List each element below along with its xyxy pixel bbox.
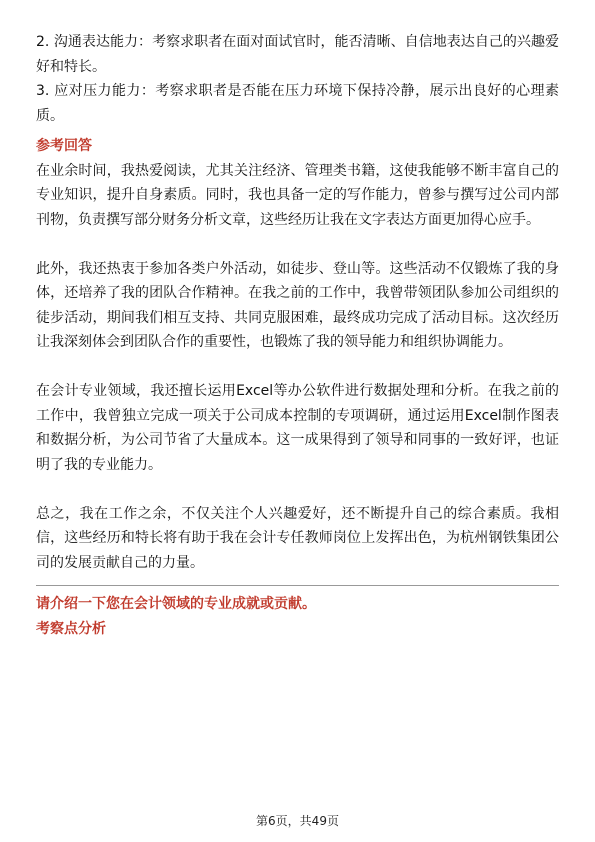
analysis-heading: 考察点分析 bbox=[36, 620, 106, 637]
answer-paragraph-4: 总之，我在工作之余，不仅关注个人兴趣爱好，还不断提升自己的综合素质。我相信，这些经历和特长将有助于我在会计专任教师岗位上发挥出色，为杭州钢铁集团公司的发展贡献自己的力量。 bbox=[36, 505, 559, 571]
answer-paragraph-1: 在业余时间，我热爱阅读，尤其关注经济、管理类书籍，这使我能够不断丰富自己的专业知识，提升自身素质。同时，我也具备一定的写作能力，曾参与撰写过公司内部刊物，负责撰写部分财务分析文章，这些经历让我在文字表达方面更加得心应手。 bbox=[36, 162, 559, 228]
page-number-footer: 第6页，共49页 bbox=[256, 814, 339, 828]
list-item-communication: 2. 沟通表达能力：考察求职者在面对面试官时，能否清晰、自信地表达自己的兴趣爱好和特长。 bbox=[36, 34, 559, 75]
answer-paragraph-2: 此外，我还热衷于参加各类户外活动，如徒步、登山等。这些活动不仅锻炼了我的身体，还培养了我的团队合作精神。在我之前的工作中，我曾带领团队参加公司组织的徒步活动，期间我们相互支持、共同克服困难，最终成功完成了活动目标。这次经历让我深刻体会到团队合作的重要性，也锻炼了我的领导能力和组织协调能力。 bbox=[36, 260, 559, 350]
paragraph-spacer bbox=[36, 477, 559, 502]
answer-paragraph-3: 在会计专业领域，我还擅长运用Excel等办公软件进行数据处理和分析。在我之前的工作中，我曾独立完成一项关于公司成本控制的专项调研，通过运用Excel制作图表和数据分析，为公司节省了大量成本。这一成果得到了领导和同事的一致好评，也证明了我的专业能力。 bbox=[36, 383, 559, 473]
section-divider bbox=[36, 585, 559, 586]
document-body bbox=[36, 30, 559, 641]
reference-answer-heading: 参考回答 bbox=[36, 138, 92, 154]
next-question: 请介绍一下您在会计领域的专业成就或贡献。 bbox=[36, 596, 316, 612]
list-item-pressure: 3. 应对压力能力：考察求职者是否能在压力环境下保持冷静，展示出良好的心理素质。 bbox=[36, 83, 559, 124]
paragraph-spacer bbox=[36, 355, 559, 380]
paragraph-spacer bbox=[36, 232, 559, 257]
